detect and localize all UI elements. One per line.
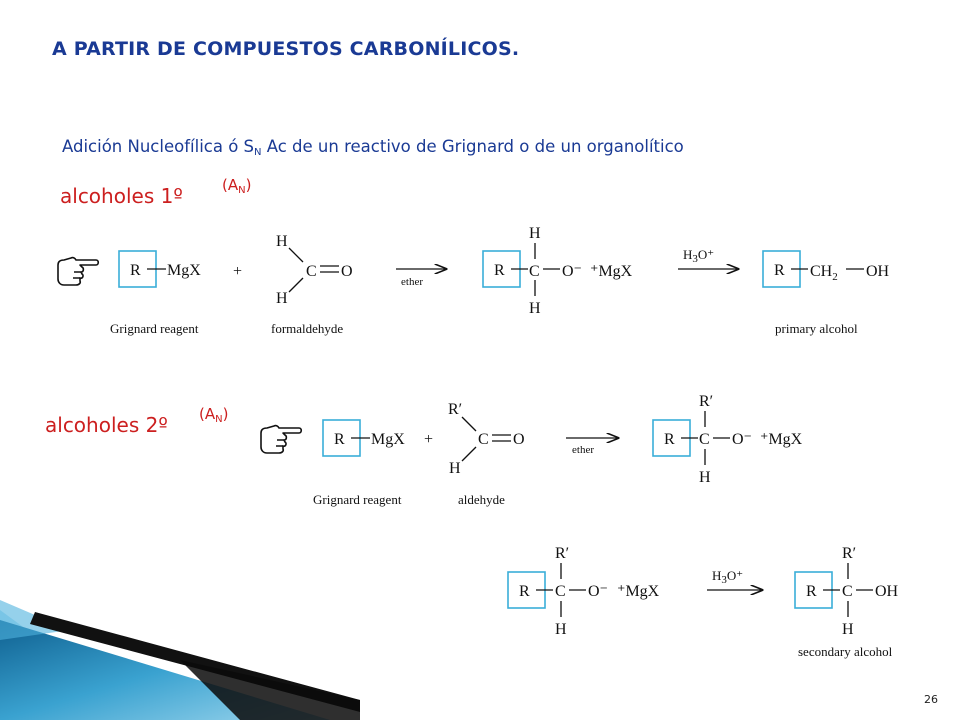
svg-text:O: O [341,263,353,280]
svg-text:H: H [555,621,567,638]
svg-text:H: H [529,300,541,317]
svg-text:H3O⁺: $H_3O^+$ [683,247,715,265]
svg-text:R: R [494,262,505,279]
svg-text:R: R [664,431,675,448]
svg-text:R′: R′ [842,545,857,562]
svg-text:H: H [276,233,288,250]
svg-text:C: C [306,263,317,280]
svg-text:R′: R′ [448,401,463,418]
svg-text:R′: R′ [555,545,570,562]
svg-text:H: H [699,469,711,486]
svg-text:O⁻: O⁻ [732,431,752,448]
svg-text:MgX: MgX [371,431,405,448]
caption-secondary-alcohol: secondary alcohol [798,644,893,659]
pointing-hand-icon [261,426,301,453]
caption-primary-alcohol: primary alcohol [775,321,858,336]
svg-text:R: R [519,583,530,600]
mechanism-label-secondary: $(A_N)$ [199,405,229,425]
svg-text:C: C [555,583,566,600]
svg-text:ether: ether [572,444,594,456]
svg-text:CH2: $CH_2$ [810,263,838,283]
mechanism-label-primary: $(A_N)$ [222,176,252,196]
caption-formaldehyde: formaldehyde [271,321,344,336]
svg-text:⁺MgX: ⁺MgX [617,583,660,600]
svg-text:O⁻: O⁻ [562,263,582,280]
svg-text:H: H [842,621,854,638]
caption-grignard-2: Grignard reagent [313,492,402,507]
svg-text:OH: OH [875,583,899,600]
slide-subtitle: Adición Nucleofílica ó $S_N$ Ac de un reactivo de Grignard o de un organolítico [62,137,684,158]
mgx-label: MgX [167,262,201,279]
page-number: 26 [924,693,938,706]
plus-sign: + [233,263,243,280]
section-label-secondary: alcoholes 2º [45,413,168,437]
svg-text:R′: R′ [699,393,714,410]
svg-text:R: R [334,431,345,448]
svg-text:OH: OH [866,263,890,280]
corner-decoration [0,600,360,720]
caption-grignard-1: Grignard reagent [110,321,199,336]
svg-text:C: C [478,431,489,448]
svg-text:H: H [276,290,288,307]
svg-text:ether: ether [401,276,423,288]
svg-text:R: R [806,583,817,600]
svg-text:H: H [449,460,461,477]
caption-aldehyde: aldehyde [458,492,505,507]
svg-text:C: C [842,583,853,600]
pointing-hand-icon [58,258,98,285]
slide-title: A PARTIR DE COMPUESTOS CARBONÍLICOS. [52,38,520,60]
section-label-primary: alcoholes 1º [60,184,183,208]
svg-text:H3O⁺: $H_3O^+$ [712,568,744,586]
svg-text:R: R [774,262,785,279]
r-label: R [130,262,141,279]
svg-text:O: O [513,431,525,448]
svg-text:⁺MgX: ⁺MgX [760,431,803,448]
svg-text:C: C [529,263,540,280]
svg-text:+: + [424,431,434,448]
svg-text:H: H [529,225,541,242]
svg-text:C: C [699,431,710,448]
svg-text:⁺MgX: ⁺MgX [590,263,633,280]
svg-text:O⁻: O⁻ [588,583,608,600]
